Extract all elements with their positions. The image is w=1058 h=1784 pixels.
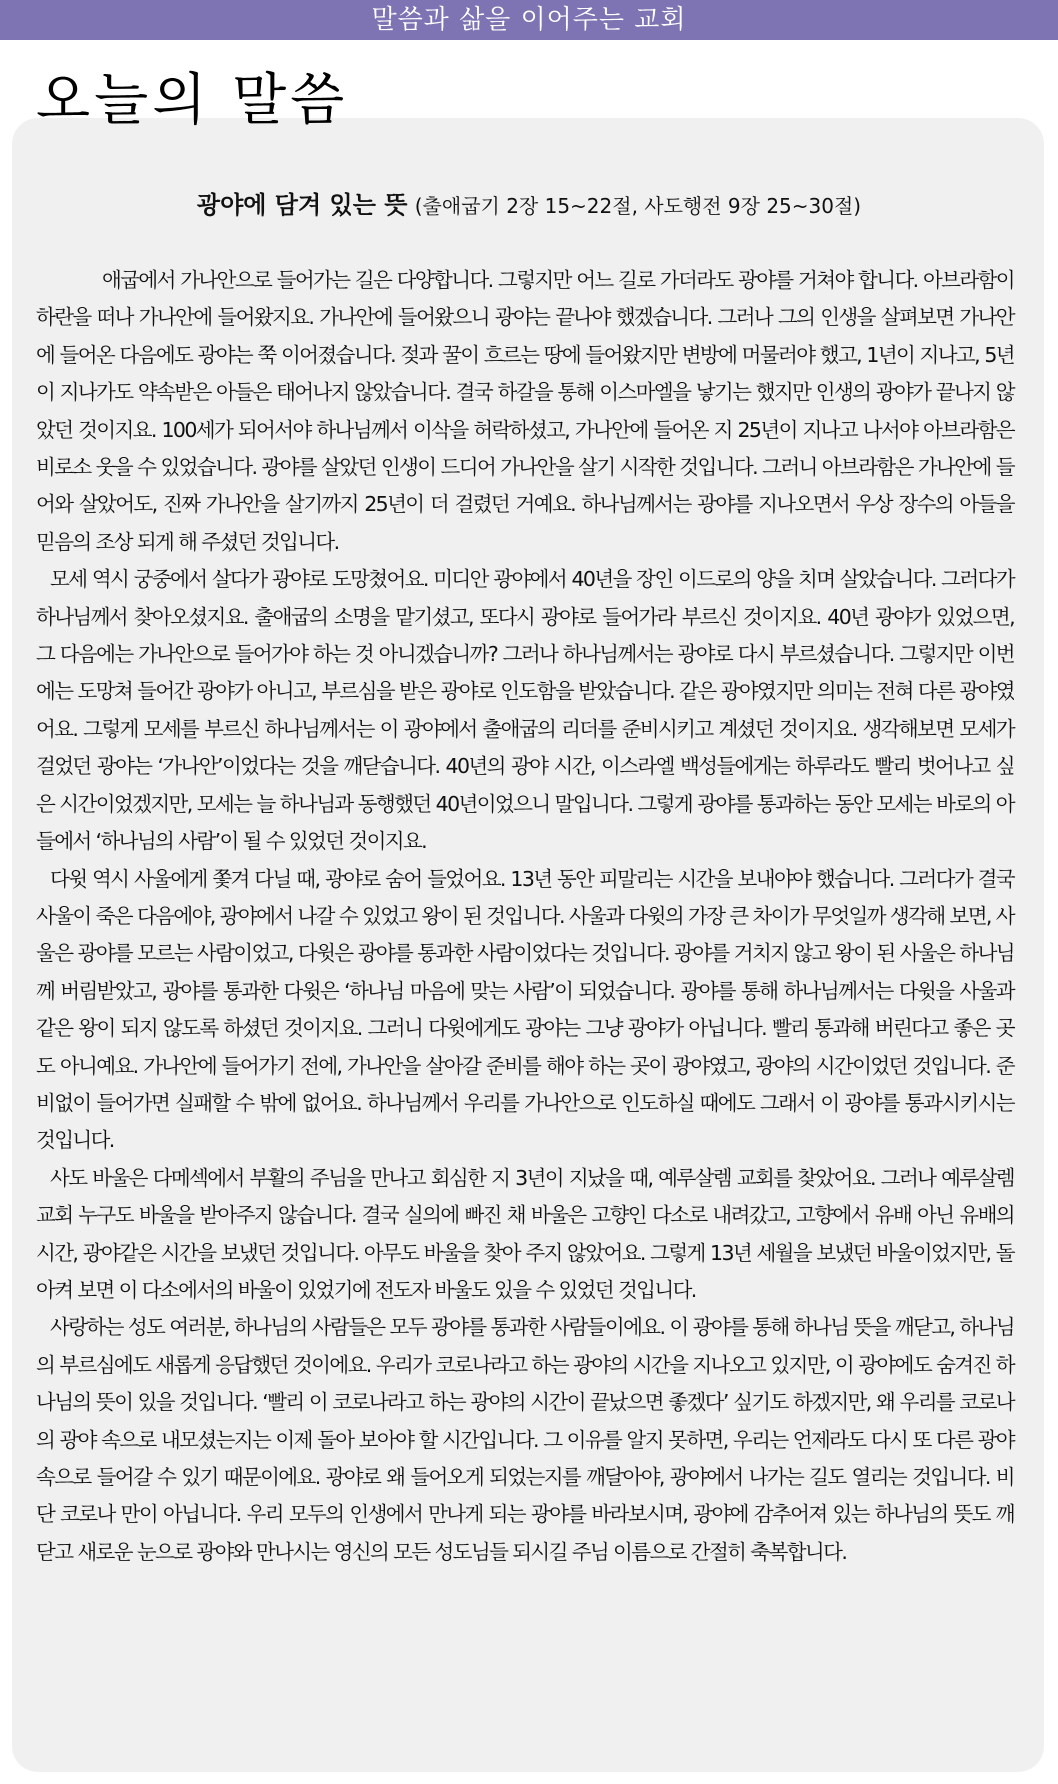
paragraph-moses: 모세 역시 궁중에서 살다가 광야로 도망쳤어요. 미디안 광야에서 40년을 장인 이드로의 양을 치며 살았습니다. 그러다가 하나님께서 찾아오셨지요. 출애굽의 소명을 맡기셨고, 또다시 광야로 들어가라 부르신 것이지요. 40년 광야가 있었으면, 그 다음에는 가나안으로 들어가야 하는 것 아니겠습니까? 그러나 하나님께서는 광야로 다시 부르셨습니다. 그렇지만 이번에는 도망쳐 들어간 광야가 아니고, 부르심을 받은 광야로 인도함을 받았습니다. 같은 광야였지만 의미는 전혀 다른 광야였어요. 그렇게 모세를 부르신 하나님께서는 이 광야에서 출애굽의 리더를 준비시키고 계셨던 것이지요. 생각해보면 모세가 걸었던 광야는 ‘가나안’이었다는 것을 깨닫습니다. 40년의 광야 시간, 이스라엘 백성들에게는 하루라도 빨리 벗어나고 싶은 시간이었겠지만, 모세는 늘 하나님과 동행했던 40년이었으니 말입니다. 그렇게 광야를 통과하는 동안 모세는 바로의 아들에서 ‘하나님의 사람’이 될 수 있었던 것이지요. xyxy=(36,567,1014,854)
sermon-heading xyxy=(0,188,1058,223)
scripture-reference: (출애굽기 2장 15~22절, 사도행전 9장 25~30절) xyxy=(414,194,862,218)
sermon-title: 광야에 담겨 있는 뜻 xyxy=(196,191,408,219)
paragraph-david: 다윗 역시 사울에게 쫓겨 다닐 때, 광야로 숨어 들었어요. 13년 동안 피말리는 시간을 보내야야 했습니다. 그러다가 결국 사울이 죽은 다음에야, 광야에서 나갈 수 있었고 왕이 된 것입니다. 사울과 다윗의 가장 큰 차이가 무엇일까 생각해 보면, 사울은 광야를 모르는 사람이었고, 다윗은 광야를 통과한 사람이었다는 것입니다. 광야를 거치지 않고 왕이 된 사울은 하나님께 버림받았고, 광야를 통과한 다윗은 ‘하나님 마음에 맞는 사람’이 되었습니다. 광야를 통해 하나님께서는 다윗을 사울과 같은 왕이 되지 않도록 하셨던 것이지요. 그러니 다윗에게도 광야는 그냥 광야가 아닙니다. 빨리 통과해 버린다고 좋은 곳도 아니예요. 가나안에 들어가기 전에, 가나안을 살아갈 준비를 해야 하는 곳이 광야였고, 광야의 시간이었던 것입니다. 준비없이 들어가면 실패할 수 밖에 없어요. 하나님께서 우리를 가나안으로 인도하실 때에도 그래서 이 광야를 통과시키시는 것입니다. xyxy=(36,866,1014,1153)
paragraph-closing: 사랑하는 성도 여러분, 하나님의 사람들은 모두 광야를 통과한 사람들이에요. 이 광야를 통해 하나님 뜻을 깨닫고, 하나님의 부르심에도 새롭게 응답했던 것이에요. 우리가 코로나라고 하는 광야의 시간을 지나오고 있지만, 이 광야에도 숨겨진 하나님의 뜻이 있을 것입니다. ‘빨리 이 코로나라고 하는 광야의 시간이 끝났으면 좋겠다’ 싶기도 하겠지만, 왜 우리를 코로나의 광야 속으로 내모셨는지는 이제 돌아 보아야 할 시간입니다. 그 이유를 알지 못하면, 우리는 언제라도 다시 또 다른 광야 속으로 들어갈 수 있기 때문이에요. 광야로 왜 들어오게 되었는지를 깨달아야, 광야에서 나가는 길도 열리는 것입니다. 비단 코로나 만이 아닙니다. 우리 모두의 인생에서 만나게 되는 광야를 바라보시며, 광야에 감추어져 있는 하나님의 뜻도 깨닫고 새로운 눈으로 광야와 만나시는 영신의 모든 성도님들 되시길 주님 이름으로 간절히 축복합니다. xyxy=(36,1315,1014,1564)
paragraph-abraham: 애굽에서 가나안으로 들어가는 길은 다양합니다. 그렇지만 어느 길로 가더라도 광야를 거쳐야 합니다. 아브라함이 하란을 떠나 가나안에 들어왔지요. 가나안에 들어왔으니 광야는 끝나야 했겠습니다. 그러나 그의 인생을 살펴보면 가나안에 들어온 다음에도 광야는 쭉 이어졌습니다. 젖과 꿀이 흐르는 땅에 들어왔지만 변방에 머물러야 했고, 1년이 지나고, 5년이 지나가도 약속받은 아들은 태어나지 않았습니다. 결국 하갈을 통해 이스마엘을 낳기는 했지만 인생의 광야가 끝나지 않았던 것이지요. 100세가 되어서야 하나님께서 이삭을 허락하셨고, 가나안에 들어온 지 25년이 지나고 나서야 아브라함은 비로소 웃을 수 있었습니다. 광야를 살았던 인생이 드디어 가나안을 살기 시작한 것입니다. 그러니 아브라함은 가나안에 들어와 살았어도, 진짜 가나안을 살기까지 25년이 더 걸렸던 거예요. 하나님께서는 광야를 지나오면서 우상 장수의 아들을 믿음의 조상 되게 해 주셨던 것입니다. xyxy=(36,268,1014,554)
paragraph-paul: 사도 바울은 다메섹에서 부활의 주님을 만나고 회심한 지 3년이 지났을 때, 예루살렘 교회를 찾았어요. 그러나 예루살렘 교회 누구도 바울을 받아주지 않습니다. 결국 실의에 빠진 채 바울은 고향인 다소로 내려갔고, 고향에서 유배 아닌 유배의 시간, 광야같은 시간을 보냈던 것입니다. 아무도 바울을 찾아 주지 않았어요. 그렇게 13년 세월을 보냈던 바울이었지만, 돌아켜 보면 이 다소에서의 바울이 있었기에 전도자 바울도 있을 수 있었던 것입니다. xyxy=(36,1165,1014,1302)
sermon-body xyxy=(36,262,1014,1571)
top-banner xyxy=(0,0,1058,40)
section-title: 오늘의 말씀 xyxy=(36,68,349,133)
banner-text: 말씀과 삶을 이어주는 교회 xyxy=(371,5,687,35)
